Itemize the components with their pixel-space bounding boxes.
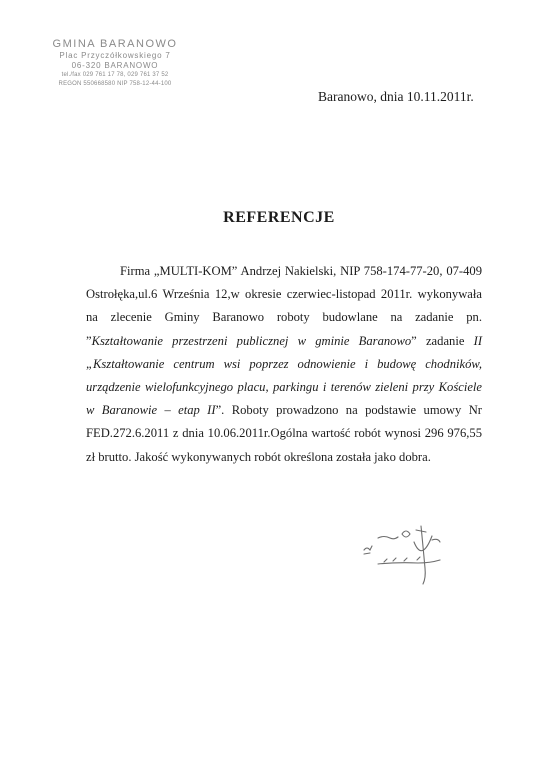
body-part-2: ” zadanie	[411, 333, 474, 348]
reference-paragraph	[86, 260, 482, 469]
stamp-ids: REGON 550668580 NIP 758-12-44-100	[58, 81, 172, 87]
body-part-3: ”. Roboty prowadzono na podstawie umowy Nr FED.272.6.2011 z dnia 10.06.2011r.Ogólna wartość robót wynosi 296 976,55 zł brutto. Jakość wykonywanych robót określona została jako dobra.	[86, 403, 482, 464]
signature-scribble-icon	[358, 520, 468, 590]
stamp-postal: 06-320 BARANOWO	[71, 61, 159, 70]
stamp-address: Plac Przyczółkowskiego 7	[59, 51, 171, 60]
stamp-phone: tel./fax 029 761 17 78, 029 761 37 52	[61, 72, 169, 78]
place-and-date: Baranowo, dnia 10.11.2011r.	[318, 89, 474, 104]
body-italic-1: Kształtowanie przestrzeni publicznej w gminie Baranowo	[91, 333, 412, 348]
reference-body	[86, 260, 482, 469]
stamp-title: GMINA BARANOWO	[52, 38, 178, 50]
municipality-stamp	[50, 38, 180, 89]
body-italic-2: II „Kształtowanie centrum wsi poprzez odnowienie i budowę chodników, urządzenie wielofunkcyjnego placu, parkingu i terenów zieleni przy Kościele w Baranowie – etap II	[86, 333, 483, 418]
document-title: REFERENCJE	[223, 209, 335, 226]
body-part-1: Firma „MULTI-KOM” Andrzej Nakielski, NIP 758-174-77-20, 07-409 Ostrołęka,ul.6 Września 12,w okresie czerwiec-listopad 2011r. wykonywała na zlecenie Gminy Baranowo roboty budowlane na zadanie pn. ”	[86, 264, 482, 348]
handwritten-signature	[358, 520, 468, 590]
